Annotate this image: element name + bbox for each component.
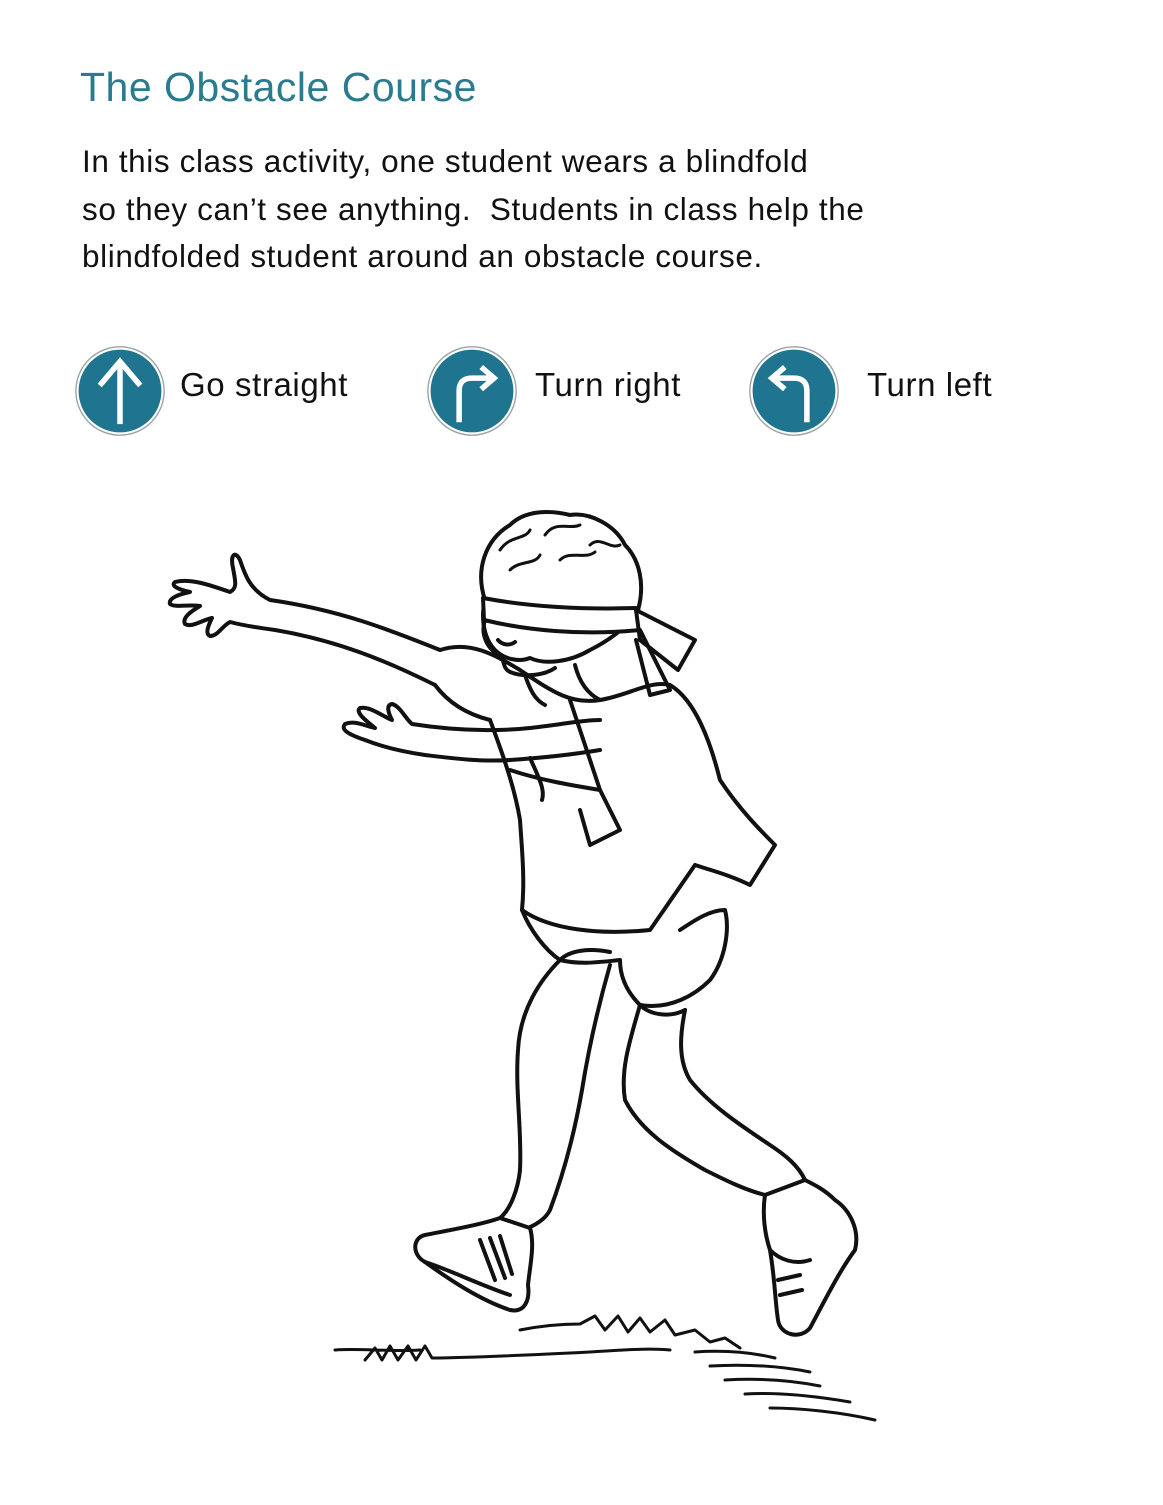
page-title: The Obstacle Course bbox=[80, 64, 477, 110]
arrow-up-sign-icon bbox=[74, 345, 166, 437]
intro-line: In this class activity, one student wears a blindfold bbox=[82, 143, 809, 179]
intro-paragraph bbox=[82, 138, 1082, 281]
legend-label-go-straight: Go straight bbox=[180, 366, 349, 403]
legend-label-turn-right: Turn right bbox=[535, 366, 681, 403]
legend-label-turn-left: Turn left bbox=[867, 366, 993, 403]
turn-right-sign-icon bbox=[426, 345, 518, 437]
legend-item-turn-left bbox=[748, 341, 992, 441]
legend-item-turn-right bbox=[426, 341, 681, 441]
intro-line: blindfolded student around an obstacle course. bbox=[82, 238, 763, 274]
blindfolded-child-illustration bbox=[150, 490, 910, 1440]
legend-item-go-straight bbox=[74, 341, 348, 441]
intro-line: so they can’t see anything. Students in class help the bbox=[82, 190, 865, 227]
turn-left-sign-icon bbox=[748, 345, 840, 437]
